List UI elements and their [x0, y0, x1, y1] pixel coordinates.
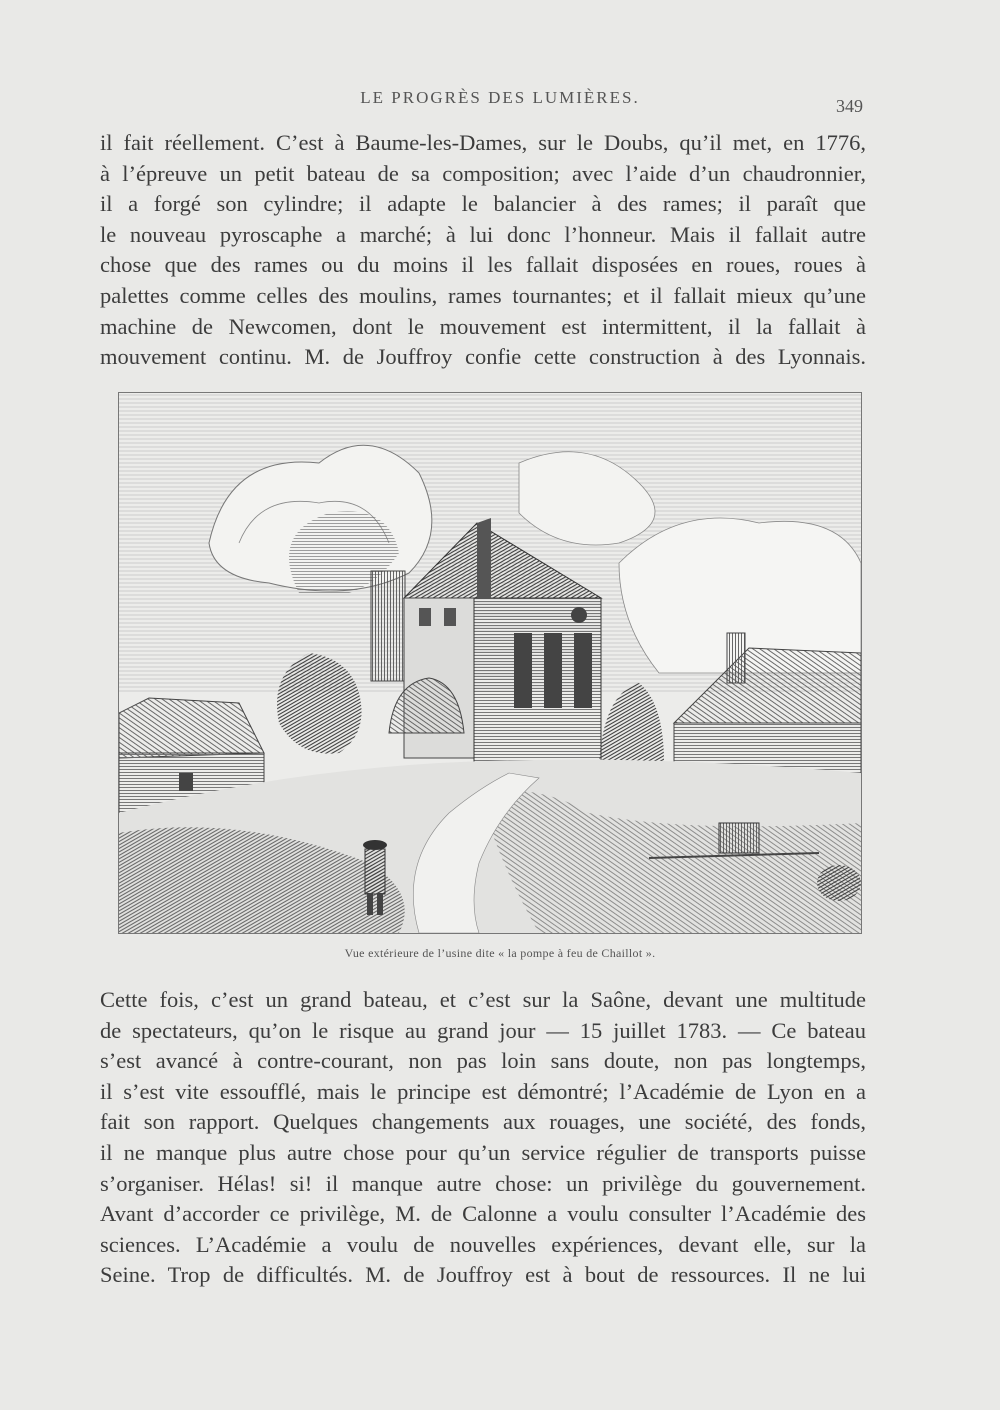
text-line: mouvement continu. M. de Jouffroy confie cette construction à des Lyonnais. — [100, 344, 866, 370]
running-title: LE PROGRÈS DES LUMIÈRES. — [360, 88, 640, 107]
text-line: à l’épreuve un petit bateau de sa composition; avec l’aide d’un chaudronnier, — [100, 160, 866, 186]
figure-caption: Vue extérieure de l’usine dite « la pompe à feu de Chaillot ». — [344, 946, 656, 960]
engraving-drawing — [119, 393, 861, 933]
text-line: sciences. L’Académie a voulu de nouvelles expériences, devant elle, sur la — [100, 1231, 866, 1257]
text-line: Avant d’accorder ce privilège, M. de Calonne a voulu consulter l’Académie des — [100, 1201, 866, 1227]
text-line: palettes comme celles des moulins, rames tournantes; et il fallait mieux qu’une — [100, 282, 866, 308]
text-line: fait son rapport. Quelques changements aux rouages, une société, des fonds, — [100, 1109, 866, 1135]
body-text-top — [100, 128, 866, 373]
text-line: chose que des rames ou du moins il les fallait disposées en roues, roues à — [100, 252, 866, 278]
page-number: 349 — [836, 96, 863, 116]
text-line: de spectateurs, qu’on le risque au grand jour — 15 juillet 1783. — Ce bateau — [100, 1017, 866, 1043]
text-line: s’est avancé à contre-courant, non pas loin sans doute, non pas longtemps, — [100, 1048, 866, 1074]
text-line: Cette fois, c’est un grand bateau, et c’est sur la Saône, devant une multitude — [100, 987, 866, 1012]
text-line: machine de Newcomen, dont le mouvement est intermittent, il la fallait à — [100, 313, 866, 339]
text-line: s’organiser. Hélas! si! il manque autre chose: un privilège du gouvernement. — [100, 1170, 866, 1196]
text-line: le nouveau pyroscaphe a marché; à lui donc l’honneur. Mais il fallait autre — [100, 221, 866, 247]
text-line: il ne manque plus autre chose pour qu’un service régulier de transports puisse — [100, 1139, 866, 1165]
engraving-illustration — [118, 392, 862, 934]
body-text-bottom — [100, 985, 866, 1291]
text-line: il s’est vite essoufflé, mais le principe est démontré; l’Académie de Lyon en a — [100, 1078, 866, 1104]
text-line: Seine. Trop de difficultés. M. de Jouffroy est à bout de ressources. Il ne lui — [100, 1262, 866, 1288]
text-line: il fait réellement. C’est à Baume-les-Dames, sur le Doubs, qu’il met, en 1776, — [100, 130, 866, 155]
text-line: il a forgé son cylindre; il adapte le balancier à des rames; il paraît que — [100, 191, 866, 217]
